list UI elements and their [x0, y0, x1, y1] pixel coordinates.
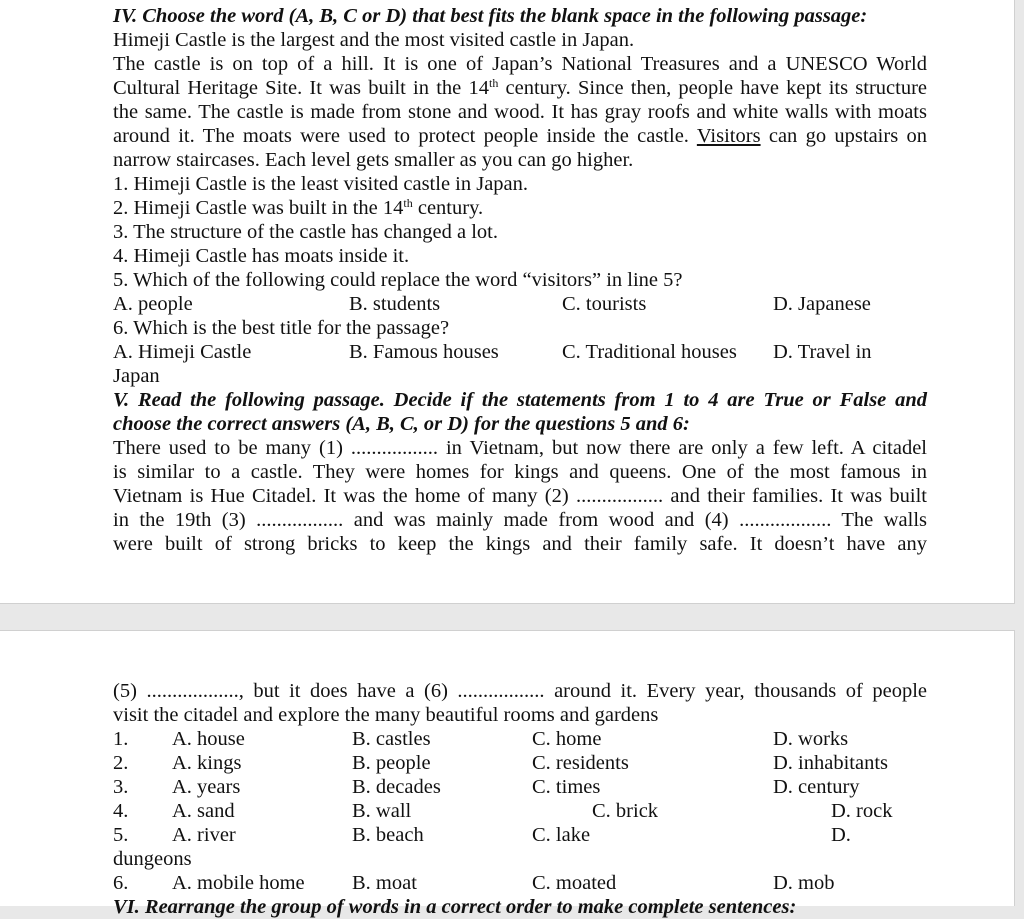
passage-line: narrow staircases. Each level gets smaller as you can go higher. — [113, 149, 634, 171]
passage-title-line: Himeji Castle is the largest and the most visited castle in Japan. — [113, 29, 635, 51]
passage-line: There used to be many (1) ................. in Vietnam, but now there are only a few left. A citadel — [113, 437, 927, 459]
passage-line: were built of strong bricks to keep the kings and their family safe. It doesn’t have any — [113, 533, 927, 555]
option-a: A. people — [113, 293, 193, 315]
passage-line: the same. The castle is made from stone and wood. It has gray roofs and white walls with moats — [113, 101, 927, 123]
option-a: A. Himeji Castle — [113, 341, 252, 363]
document-page-2: (5) .................., but it does have a (6) ................. around it. Every year, thousands of people visit the citadel and explore the many beautiful rooms and gardens 1. A. house B. castles C. home D. works 2. A. kings B. people C. residents D. inhabitants 3. A. years B. decades C. times D. century 4. A. sand B. wall C. brick D. rock 5. A. river B. beach C. lake D. dungeons 6. A. mobile home B. moat C. moated D. mob VI. Rearrange the group of words in a correct order to make complete sentences: — [0, 630, 1015, 906]
answer-wrap: dungeons — [113, 848, 192, 870]
passage-line: The castle is on top of a hill. It is one of Japan’s National Treasures and a UNESCO World — [113, 53, 927, 75]
option-c: C. tourists — [562, 293, 647, 315]
passage-line: in the 19th (3) ................. and was mainly made from wood and (4) .................. The walls — [113, 509, 927, 531]
statement-4: 4. Himeji Castle has moats inside it. — [113, 245, 410, 267]
passage-line: is similar to a castle. They were homes for kings and queens. One of the most famous in — [113, 461, 927, 483]
underlined-word-visitors: Visitors — [696, 125, 761, 147]
statement-3: 3. The structure of the castle has changed a lot. — [113, 221, 498, 243]
option-b: B. students — [349, 293, 441, 315]
option-b: B. Famous houses — [349, 341, 499, 363]
section-v-heading: choose the correct answers (A, B, C, or D) for the questions 5 and 6: — [113, 413, 690, 435]
question-5: 5. Which of the following could replace the word “visitors” in line 5? — [113, 269, 683, 291]
statement-1: 1. Himeji Castle is the least visited castle in Japan. — [113, 173, 529, 195]
question-6: 6. Which is the best title for the passage? — [113, 317, 450, 339]
option-d: D. Travel in — [773, 341, 872, 363]
section-iv-heading: IV. Choose the word (A, B, C or D) that best fits the blank space in the following passage: — [113, 5, 868, 27]
section-v-heading: V. Read the following passage. Decide if the statements from 1 to 4 are True or False and — [113, 389, 927, 411]
option-c: C. Traditional houses — [562, 341, 737, 363]
passage-line: Cultural Heritage Site. It was built in the 14th century. Since then, people have kept its structure — [113, 76, 927, 99]
question-6-option-wrap: Japan — [113, 365, 160, 387]
option-d: D. Japanese — [773, 293, 871, 315]
passage-line: Vietnam is Hue Citadel. It was the home of many (2) ................. and their families. It was built — [113, 485, 927, 507]
statement-2: 2. Himeji Castle was built in the 14th century. — [113, 196, 484, 219]
passage-line: visit the citadel and explore the many beautiful rooms and gardens — [113, 704, 659, 726]
section-vi-heading: VI. Rearrange the group of words in a correct order to make complete sentences: — [113, 896, 797, 918]
passage-line: around it. The moats were used to protect people inside the castle. Visitors can go upstairs on — [113, 125, 927, 147]
passage-line: (5) .................., but it does have a (6) ................. around it. Every year, thousands of people — [113, 680, 927, 702]
